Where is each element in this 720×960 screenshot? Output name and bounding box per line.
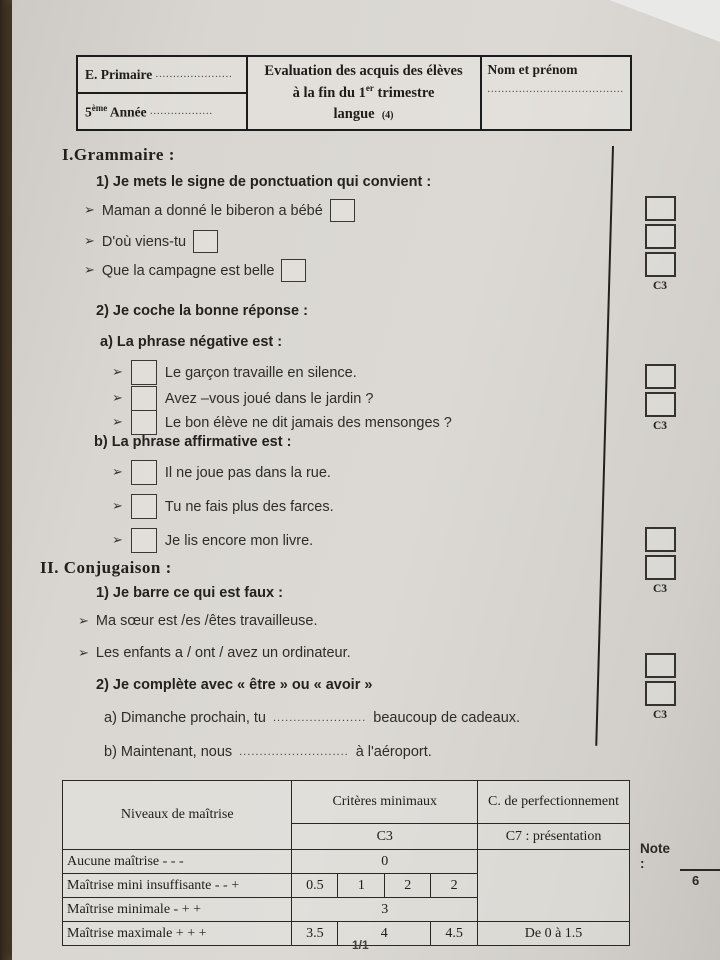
- punctuation-item-text: D'où viens-tu: [101, 233, 187, 250]
- exam-title-line3: langue (4): [333, 105, 394, 122]
- list-item: [104, 744, 432, 760]
- table-row: [63, 922, 630, 946]
- school-label: E. Primaire: [85, 66, 153, 82]
- arrow-bullet-icon: ➢: [112, 499, 123, 514]
- criteria-label: C3: [652, 583, 668, 595]
- score-cell: 2: [385, 874, 431, 898]
- list-item: [78, 613, 318, 629]
- arrow-bullet-icon: ➢: [112, 465, 123, 480]
- score-cell: 4.5: [431, 922, 478, 946]
- arrow-bullet-icon: ➢: [84, 203, 95, 218]
- arrow-bullet-icon: ➢: [112, 391, 123, 406]
- fill-line-pre: b) Maintenant, nous: [104, 744, 233, 760]
- criteria-checkbox[interactable]: [645, 555, 676, 580]
- school-fill-line[interactable]: ......................: [155, 69, 233, 80]
- choice-checkbox[interactable]: [131, 360, 157, 385]
- note-blank-line[interactable]: [680, 856, 720, 871]
- list-item: [112, 410, 452, 435]
- fill-line-post: beaucoup de cadeaux.: [373, 710, 521, 726]
- score-cell: 3: [292, 898, 478, 922]
- conjugaison-ex2-title: 2) Je complète avec « être » ou « avoir »: [96, 677, 373, 693]
- arrow-bullet-icon: ➢: [112, 533, 123, 548]
- criteria-checkbox[interactable]: [645, 527, 676, 552]
- strike-choice-text[interactable]: Les enfants a / ont / avez un ordinateur.: [95, 645, 351, 661]
- punctuation-item-text: Maman a donné le biberon a bébé: [101, 202, 323, 219]
- score-cell: 3.5: [292, 922, 338, 946]
- criteria-group-1: [640, 196, 680, 292]
- list-item: [84, 199, 355, 222]
- section-grammaire-title: I.Grammaire :: [62, 145, 175, 164]
- arrow-bullet-icon: ➢: [78, 613, 89, 629]
- page-number: 1/1: [352, 938, 369, 952]
- grammaire-ex2a-title: a) La phrase négative est :: [100, 334, 283, 350]
- score-cell: 0.5: [292, 874, 338, 898]
- criteria-checkbox[interactable]: [645, 392, 676, 417]
- criteria-checkbox[interactable]: [645, 364, 676, 389]
- header-table: [76, 55, 632, 131]
- fill-in-blank[interactable]: .......................: [273, 712, 367, 724]
- strike-choice-text[interactable]: Ma sœur est /es /êtes travailleuse.: [95, 613, 318, 629]
- list-item: [112, 494, 334, 519]
- grammaire-ex1-title: 1) Je mets le signe de ponctuation qui convient :: [96, 174, 432, 190]
- level-cell: Maîtrise mini insuffisante - - +: [63, 874, 292, 898]
- note-denominator: 6: [692, 873, 700, 888]
- choice-checkbox[interactable]: [131, 386, 157, 411]
- list-item: [112, 360, 357, 385]
- grade-label: 5ème Année: [85, 102, 147, 120]
- punctuation-item-text: Que la campagne est belle: [101, 262, 275, 279]
- level-cell: Aucune maîtrise - - -: [63, 850, 292, 874]
- score-cell: 4: [338, 922, 431, 946]
- subheader-c3: C3: [292, 824, 478, 850]
- conjugaison-ex1-title: 1) Je barre ce qui est faux :: [96, 585, 283, 601]
- grammaire-ex2-title: 2) Je coche la bonne réponse :: [96, 303, 308, 319]
- arrow-bullet-icon: ➢: [84, 263, 95, 278]
- col-header-perfection: C. de perfectionnement: [478, 781, 630, 824]
- score-cell: 0: [292, 850, 478, 874]
- level-cell: Maîtrise maximale + + +: [63, 922, 292, 946]
- fill-line-pre: a) Dimanche prochain, tu: [104, 710, 266, 726]
- punctuation-answer-box[interactable]: [330, 199, 355, 222]
- criteria-group-4: [640, 653, 680, 721]
- level-cell: Maîtrise minimale - + +: [63, 898, 292, 922]
- punctuation-answer-box[interactable]: [193, 230, 218, 253]
- list-item: [104, 710, 520, 726]
- list-item: [112, 386, 373, 411]
- note-field: [640, 841, 720, 888]
- criteria-checkbox[interactable]: [645, 224, 676, 249]
- choice-text: Il ne joue pas dans la rue.: [164, 464, 331, 481]
- criteria-label: C3: [652, 420, 668, 432]
- punctuation-answer-box[interactable]: [281, 259, 306, 282]
- criteria-label: C3: [652, 709, 668, 721]
- choice-checkbox[interactable]: [131, 410, 157, 435]
- header-title-cell: [248, 57, 482, 129]
- grade-row: [78, 92, 246, 129]
- list-item: [78, 645, 351, 661]
- header-name-cell: [482, 57, 631, 129]
- c7-range-cell: De 0 à 1.5: [478, 922, 630, 946]
- grading-table: [62, 780, 630, 946]
- criteria-checkbox[interactable]: [645, 681, 676, 706]
- exam-title-line2: à la fin du 1er trimestre: [292, 83, 435, 101]
- name-label: Nom et prénom: [487, 62, 578, 77]
- arrow-bullet-icon: ➢: [78, 645, 89, 661]
- fill-line-post: à l'aéroport.: [355, 744, 432, 760]
- criteria-checkbox[interactable]: [645, 252, 676, 277]
- grade-fill-line[interactable]: ..................: [150, 106, 214, 117]
- choice-checkbox[interactable]: [131, 494, 157, 519]
- section-conjugaison-title: II. Conjugaison :: [40, 558, 172, 577]
- note-label: Note :: [640, 841, 670, 871]
- criteria-group-3: [640, 527, 680, 595]
- score-cell: 1: [338, 874, 385, 898]
- grammaire-ex2b-title: b) La phrase affirmative est :: [94, 434, 292, 450]
- choice-text: Le garçon travaille en silence.: [164, 364, 357, 381]
- paper-corner: [585, 0, 720, 42]
- school-row: [78, 57, 246, 92]
- arrow-bullet-icon: ➢: [112, 415, 123, 430]
- list-item: [112, 528, 313, 553]
- fill-in-blank[interactable]: ...........................: [239, 746, 349, 758]
- criteria-checkbox[interactable]: [645, 196, 676, 221]
- choice-checkbox[interactable]: [131, 528, 157, 553]
- choice-text: Je lis encore mon livre.: [164, 532, 314, 549]
- criteria-label: C3: [652, 280, 668, 292]
- score-cell: 2: [431, 874, 478, 898]
- col-header-levels: Niveaux de maîtrise: [63, 781, 292, 850]
- criteria-group-2: [640, 364, 680, 432]
- subheader-c7: C7 : présentation: [478, 824, 630, 850]
- header-school-cell: [78, 57, 248, 129]
- list-item: [84, 259, 306, 282]
- choice-checkbox[interactable]: [131, 460, 157, 485]
- list-item: [84, 230, 218, 253]
- table-row: [63, 850, 630, 874]
- arrow-bullet-icon: ➢: [84, 234, 95, 249]
- criteria-checkbox[interactable]: [645, 653, 676, 678]
- choice-text: Le bon élève ne dit jamais des mensonges ?: [164, 414, 452, 431]
- c7-empty-cell: [478, 850, 630, 922]
- exam-title-line1: Evaluation des acquis des élèves: [264, 63, 463, 80]
- name-fill-line[interactable]: .......................................: [487, 84, 624, 95]
- choice-text: Avez –vous joué dans le jardin ?: [164, 390, 374, 407]
- arrow-bullet-icon: ➢: [112, 365, 123, 380]
- col-header-criteria: Critères minimaux: [292, 781, 478, 824]
- list-item: [112, 460, 331, 485]
- choice-text: Tu ne fais plus des farces.: [164, 498, 334, 515]
